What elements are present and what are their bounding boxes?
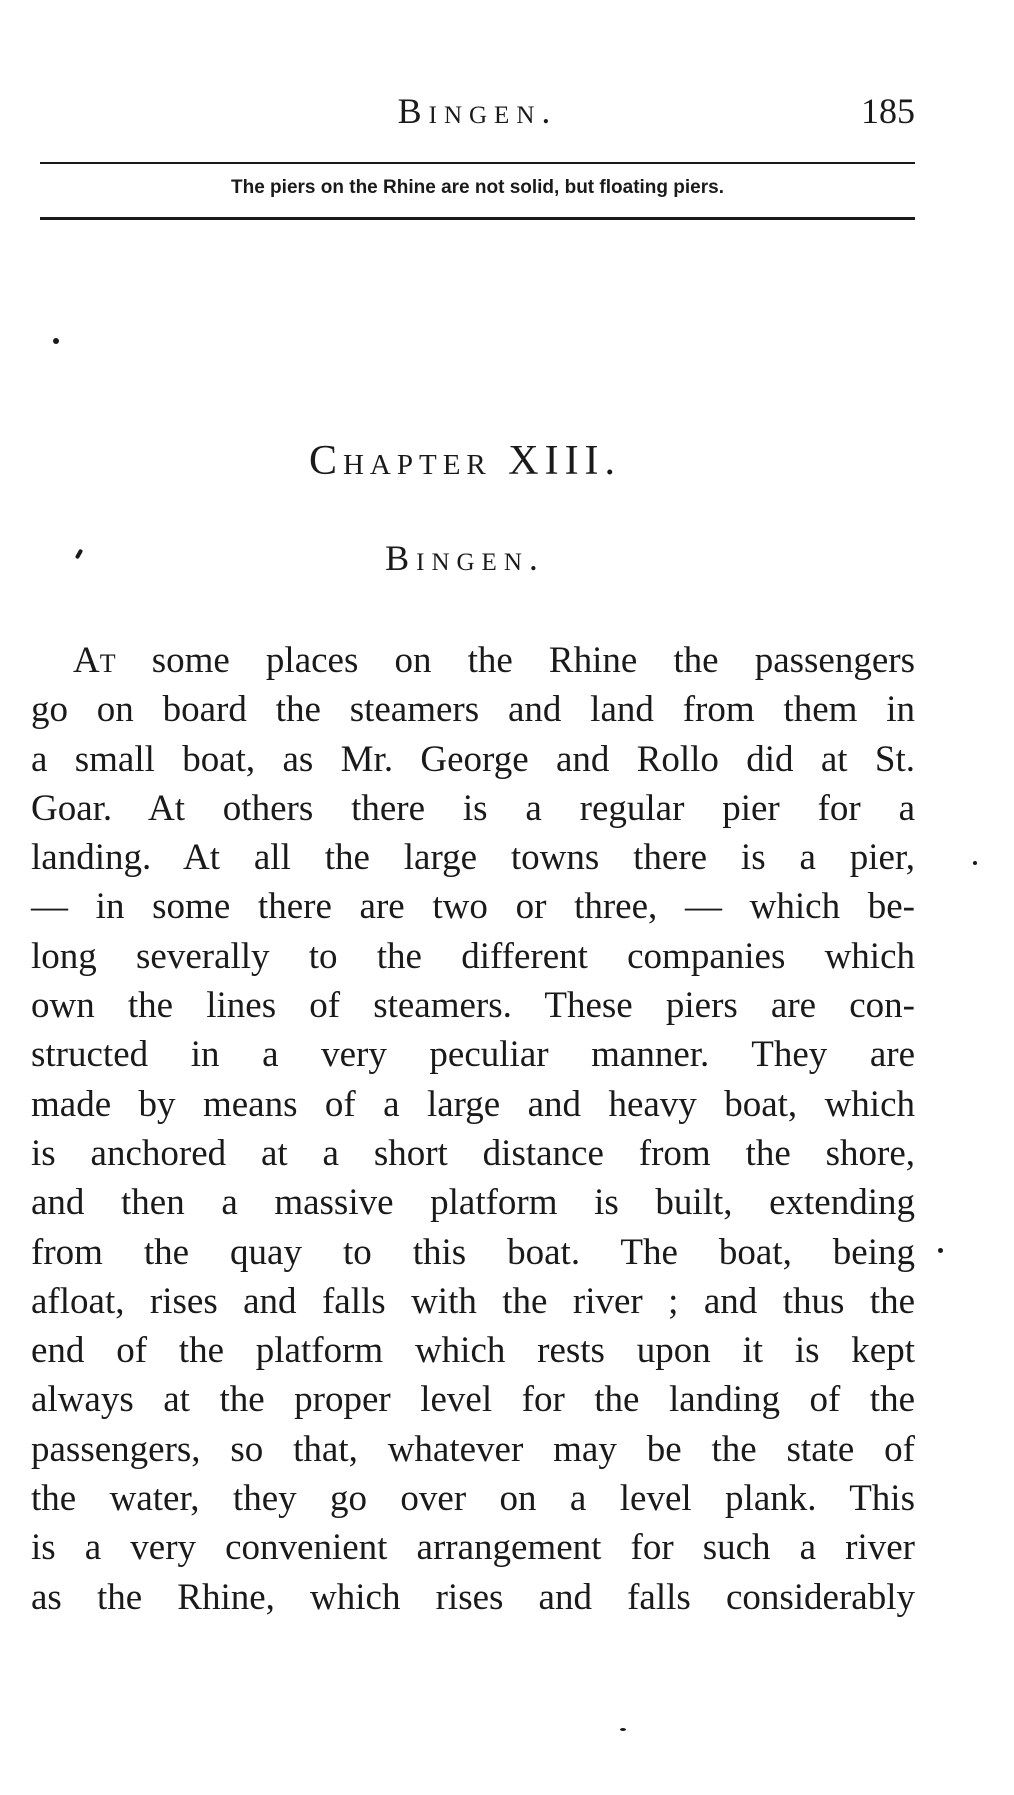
text-line: structed in a very peculiar manner. They are (31, 1034, 915, 1076)
text-line: the water, they go over on a level plank. This (31, 1478, 915, 1520)
text-line: is anchored at a short distance from the shore, (31, 1132, 915, 1174)
print-speck (973, 861, 977, 865)
running-head (40, 90, 915, 140)
sidenote: The piers on the Rhine are not solid, but floating piers. (231, 177, 724, 198)
print-speck (620, 1728, 626, 1731)
text-line: — in some there are two or three, — which be- (31, 886, 915, 928)
text-line: Goar. At others there is a regular pier for a (31, 787, 915, 829)
text-line: is a very convenient arrangement for such a river (31, 1527, 915, 1569)
running-title: Bingen. (397, 91, 558, 131)
text-line: always at the proper level for the landing of the (31, 1379, 915, 1421)
bottom-rule (40, 217, 915, 220)
text-line: go on board the steamers and land from them in (31, 689, 915, 731)
text-line (31, 636, 915, 685)
chapter-heading: Chapter XIII. (308, 438, 622, 484)
page-number: 185 (861, 91, 915, 131)
opening-word: At (73, 640, 116, 681)
text-line: as the Rhine, which rises and falls considerably (31, 1576, 915, 1618)
print-speck (53, 338, 59, 344)
text-line: end of the platform which rests upon it is kept (31, 1330, 915, 1372)
text-line-content: some places on the Rhine the passengers (115, 640, 915, 681)
text-line: long severally to the different companies which (31, 935, 915, 977)
text-line: own the lines of steamers. These piers are con- (31, 985, 915, 1027)
text-line: from the quay to this boat. The boat, being (31, 1231, 915, 1273)
text-line: passengers, so that, whatever may be the state of (31, 1428, 915, 1470)
print-speck (938, 1248, 943, 1253)
text-line: and then a massive platform is built, extending (31, 1182, 915, 1224)
top-rule (40, 162, 915, 164)
text-line: made by means of a large and heavy boat, which (31, 1083, 915, 1125)
body-paragraph (31, 636, 915, 1622)
text-line: a small boat, as Mr. George and Rollo did at St. (31, 738, 915, 780)
chapter-subtitle: Bingen. (385, 538, 545, 578)
text-line: afloat, rises and falls with the river ; and thus the (31, 1280, 915, 1322)
text-line: landing. At all the large towns there is a pier, (31, 837, 915, 879)
